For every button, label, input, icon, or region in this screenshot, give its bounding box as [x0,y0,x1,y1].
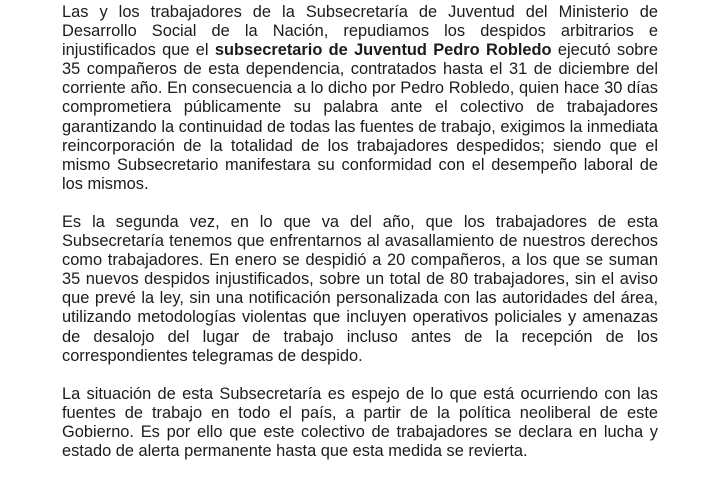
paragraph-1-rest: ejecutó sobre 35 compañeros de esta dependencia, contratados hasta el 31 de diciembre del corriente año. En consecuencia a lo dicho por Pedro Robledo, quien hace 30 días comprometiera públicamente su palabra ante el colectivo de trabajadores garantizando la continuidad de todas las fuentes de trabajo, exigimos la inmediata reincorporación de la totalidad de los trabajadores despedidos; siendo que el mismo Subsecretario manifestara su conformidad con el desempeño laboral de los mismos. [62,41,659,193]
subsecretary-name-bold: subsecretario de Juventud Pedro Robledo [214,41,552,60]
paragraph-1-intro: Las y los trabajadores de la Subsecretaría de Juventud del Ministerio de Desarrollo Social de la Nación, repudiamos los despidos arbitrarios e injustificados que el [62,3,658,60]
paragraph-1 [62,3,658,194]
document-body [62,3,658,461]
paragraph-3: La situación de esta Subsecretaría es espejo de lo que está ocurriendo con las fuentes de trabajo en todo el país, a partir de la política neoliberal de este Gobierno. Es por ello que este colectivo de trabajadores se declara en lucha y estado de alerta permanente hasta que esta medida se revierta. [62,384,658,460]
paragraph-2: Es la segunda vez, en lo que va del año, que los trabajadores de esta Subsecretaría tenemos que enfrentarnos al avasallamiento de nuestros derechos como trabajadores. En enero se despidió a 20 compañeros, a los que se suman 35 nuevos despidos injustificados, sobre un total de 80 trabajadores, sin el aviso que prevé la ley, sin una notificación personalizada con las autoridades del área, utilizando metodologías violentas que incluyen operativos policiales y amenazas de desalojo del lugar de trabajo incluso antes de la recepción de los correspondientes telegramas de despido. [62,212,658,365]
